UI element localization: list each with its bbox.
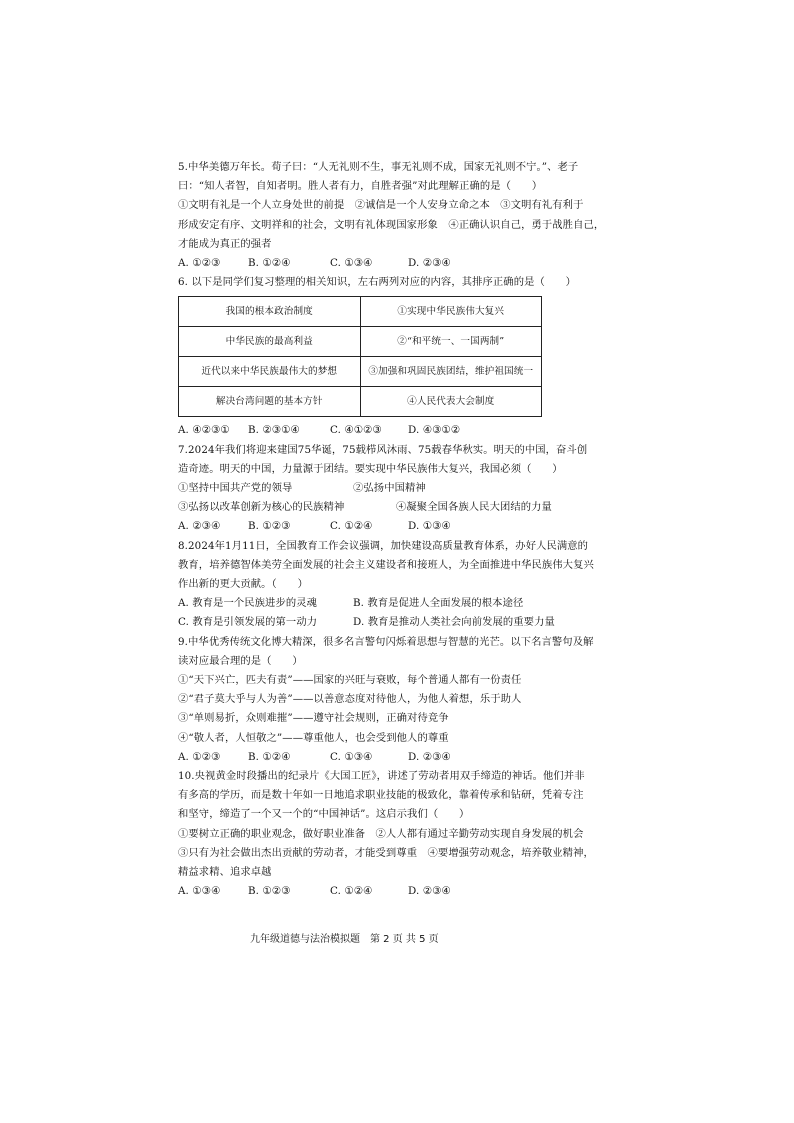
- question-9-line: ④“敬人者，人恒敬之”——尊重他人，也会受到他人的尊重: [178, 731, 449, 744]
- question-8: [178, 537, 628, 633]
- question-8-line: 8.2024年1月11日，全国教育工作会议强调，加快建设高质量教育体系，办好人民满意的: [178, 539, 589, 552]
- table-cell-right: ④人民代表大会制度: [360, 387, 542, 417]
- question-5-line: ①文明有礼是一个人立身处世的前提 ②诚信是一个人安身立命之本 ③文明有礼有利于: [178, 199, 584, 212]
- option-b: B. ①②③: [248, 520, 291, 533]
- option-b: B. 教育是促进人全面发展的根本途径: [353, 597, 524, 610]
- question-9-line: 读对应最合理的是（ ）: [178, 654, 303, 667]
- question-9-line: 9.中华优秀传统文化博大精深，很多名言警句闪烁着思想与智慧的光芒。以下名言警句及解: [178, 635, 594, 648]
- exam-page: [178, 158, 628, 902]
- option-c: C. ④①②③: [330, 424, 382, 437]
- option-d: D. ①③④: [408, 520, 451, 533]
- option-c: C. ①②④: [330, 520, 373, 533]
- option-b: B. ②③①④: [248, 424, 300, 437]
- option-b: B. ①②④: [248, 750, 291, 763]
- question-8-options: [178, 594, 628, 613]
- option-c: C. ①③④: [330, 257, 373, 270]
- option-c: C. ①③④: [330, 750, 373, 763]
- table-cell-right: ①实现中华民族伟大复兴: [360, 297, 542, 327]
- statement-item: ④凝聚全国各族人民大团结的力量: [396, 501, 552, 514]
- option-a: A. ④②③①: [178, 424, 230, 437]
- question-5: [178, 158, 628, 273]
- question-5-line: 5.中华美德万年长。荀子曰：“人无礼则不生，事无礼则不成，国家无礼则不宁。”、老子: [178, 161, 579, 173]
- question-9-line: ③“单则易折，众则难摧”——遵守社会规则，正确对待竞争: [178, 712, 449, 725]
- statement-item: ①坚持中国共产党的领导: [178, 482, 293, 495]
- question-5-line: 曰：“知人者智，自知者明。胜人者有力，自胜者强”对此理解正确的是（ ）: [178, 180, 543, 193]
- question-10-line: 和坚守，缔造了一个又一个的“中国神话”。这启示我们（ ）: [178, 808, 470, 821]
- option-d: D. ②③④: [408, 257, 451, 270]
- question-9: [178, 633, 628, 767]
- option-a: A. 教育是一个民族进步的灵魂: [178, 597, 318, 610]
- table-row: [179, 297, 542, 327]
- question-7-line: 7.2024年我们将迎来建国75华诞，75载栉风沐雨、75载春华秋实。明天的中国，奋斗创: [178, 443, 588, 456]
- question-6: [178, 273, 628, 440]
- option-d: D. ④③①②: [408, 424, 461, 437]
- question-6-options: [178, 421, 628, 440]
- question-7-items: [178, 479, 628, 498]
- option-b: B. ①②④: [248, 257, 291, 270]
- question-10-line: 精益求精、追求卓越: [178, 866, 272, 879]
- table-row: [179, 357, 542, 387]
- table-cell-left: 近代以来中华民族最伟大的梦想: [179, 357, 361, 387]
- table-cell-left: 中华民族的最高利益: [179, 327, 361, 357]
- question-7-items: [178, 498, 628, 517]
- question-10-line: ③只有为社会做出杰出贡献的劳动者，才能受到尊重 ④要增强劳动观念，培养敬业精神，: [178, 846, 594, 859]
- option-a: A. ①②③: [178, 750, 221, 763]
- question-10-line: 10.央视黄金时段播出的纪录片《大国工匠》，讲述了劳动者用双手缔造的神话。他们并非: [178, 770, 585, 783]
- question-7-line: 造奇迹。明天的中国，力量源于团结。要实现中华民族伟大复兴，我国必须（ ）: [178, 462, 563, 475]
- question-9-line: ②“君子莫大乎与人为善”——以善意态度对待他人，为他人着想，乐于助人: [178, 693, 522, 706]
- option-c: C. ①②④: [330, 885, 373, 898]
- question-10: [178, 767, 628, 901]
- option-a: A. ①②③: [178, 257, 221, 270]
- question-9-line: ①“天下兴亡，匹夫有责”——国家的兴旺与衰败，每个普通人都有一份责任: [178, 674, 522, 687]
- question-7-options: [178, 517, 628, 536]
- statement-item: ③弘扬以改革创新为核心的民族精神: [178, 501, 345, 514]
- table-row: [179, 387, 542, 417]
- page-footer: 九年级道德与法治模拟题 第 2 页 共 5 页: [250, 934, 439, 945]
- option-a: A. ①③④: [178, 885, 221, 898]
- question-7: [178, 441, 628, 537]
- option-a: A. ②③④: [178, 520, 221, 533]
- option-b: B. ①②③: [248, 885, 291, 898]
- question-8-line: 教育，培养德智体美劳全面发展的社会主义建设者和接班人，为全面推进中华民族伟大复兴: [178, 558, 594, 571]
- option-d: D. ②③④: [408, 750, 451, 763]
- table-cell-left: 解决台湾问题的基本方针: [179, 387, 361, 417]
- question-10-options: [178, 882, 628, 901]
- question-5-options: [178, 254, 628, 273]
- question-5-line: 才能成为真正的强者: [178, 237, 272, 250]
- option-d: D. ②③④: [408, 885, 451, 898]
- table-row: [179, 327, 542, 357]
- table-cell-right: ②“和平统一、一国两制”: [360, 327, 542, 357]
- question-8-options: [178, 613, 628, 632]
- table-cell-left: 我国的根本政治制度: [179, 297, 361, 327]
- option-d: D. 教育是推动人类社会向前发展的重要力量: [353, 616, 555, 629]
- matching-table: [178, 296, 542, 417]
- question-9-options: [178, 748, 628, 767]
- question-10-line: 有多高的学历，而是数十年如一日地追求职业技能的极致化，靠着传承和钻研，凭着专注: [178, 789, 584, 802]
- table-cell-right: ③加强和巩固民族团结，维护祖国统一: [360, 357, 542, 387]
- question-10-line: ①要树立正确的职业观念，做好职业准备 ②人人都有通过辛勤劳动实现自身发展的机会: [178, 827, 584, 840]
- question-6-stem: 6. 以下是同学们复习整理的相关知识，左右两列对应的内容，其排序正确的是（ ）: [178, 276, 577, 289]
- statement-item: ②弘扬中国精神: [353, 482, 426, 495]
- option-c: C. 教育是引领发展的第一动力: [178, 616, 318, 629]
- question-5-line: 形成安定有序、文明祥和的社会，文明有礼体现国家形象 ④正确认识自己，勇于战胜自己，: [178, 218, 605, 231]
- question-8-line: 作出新的更大贡献。（ ）: [178, 578, 309, 591]
